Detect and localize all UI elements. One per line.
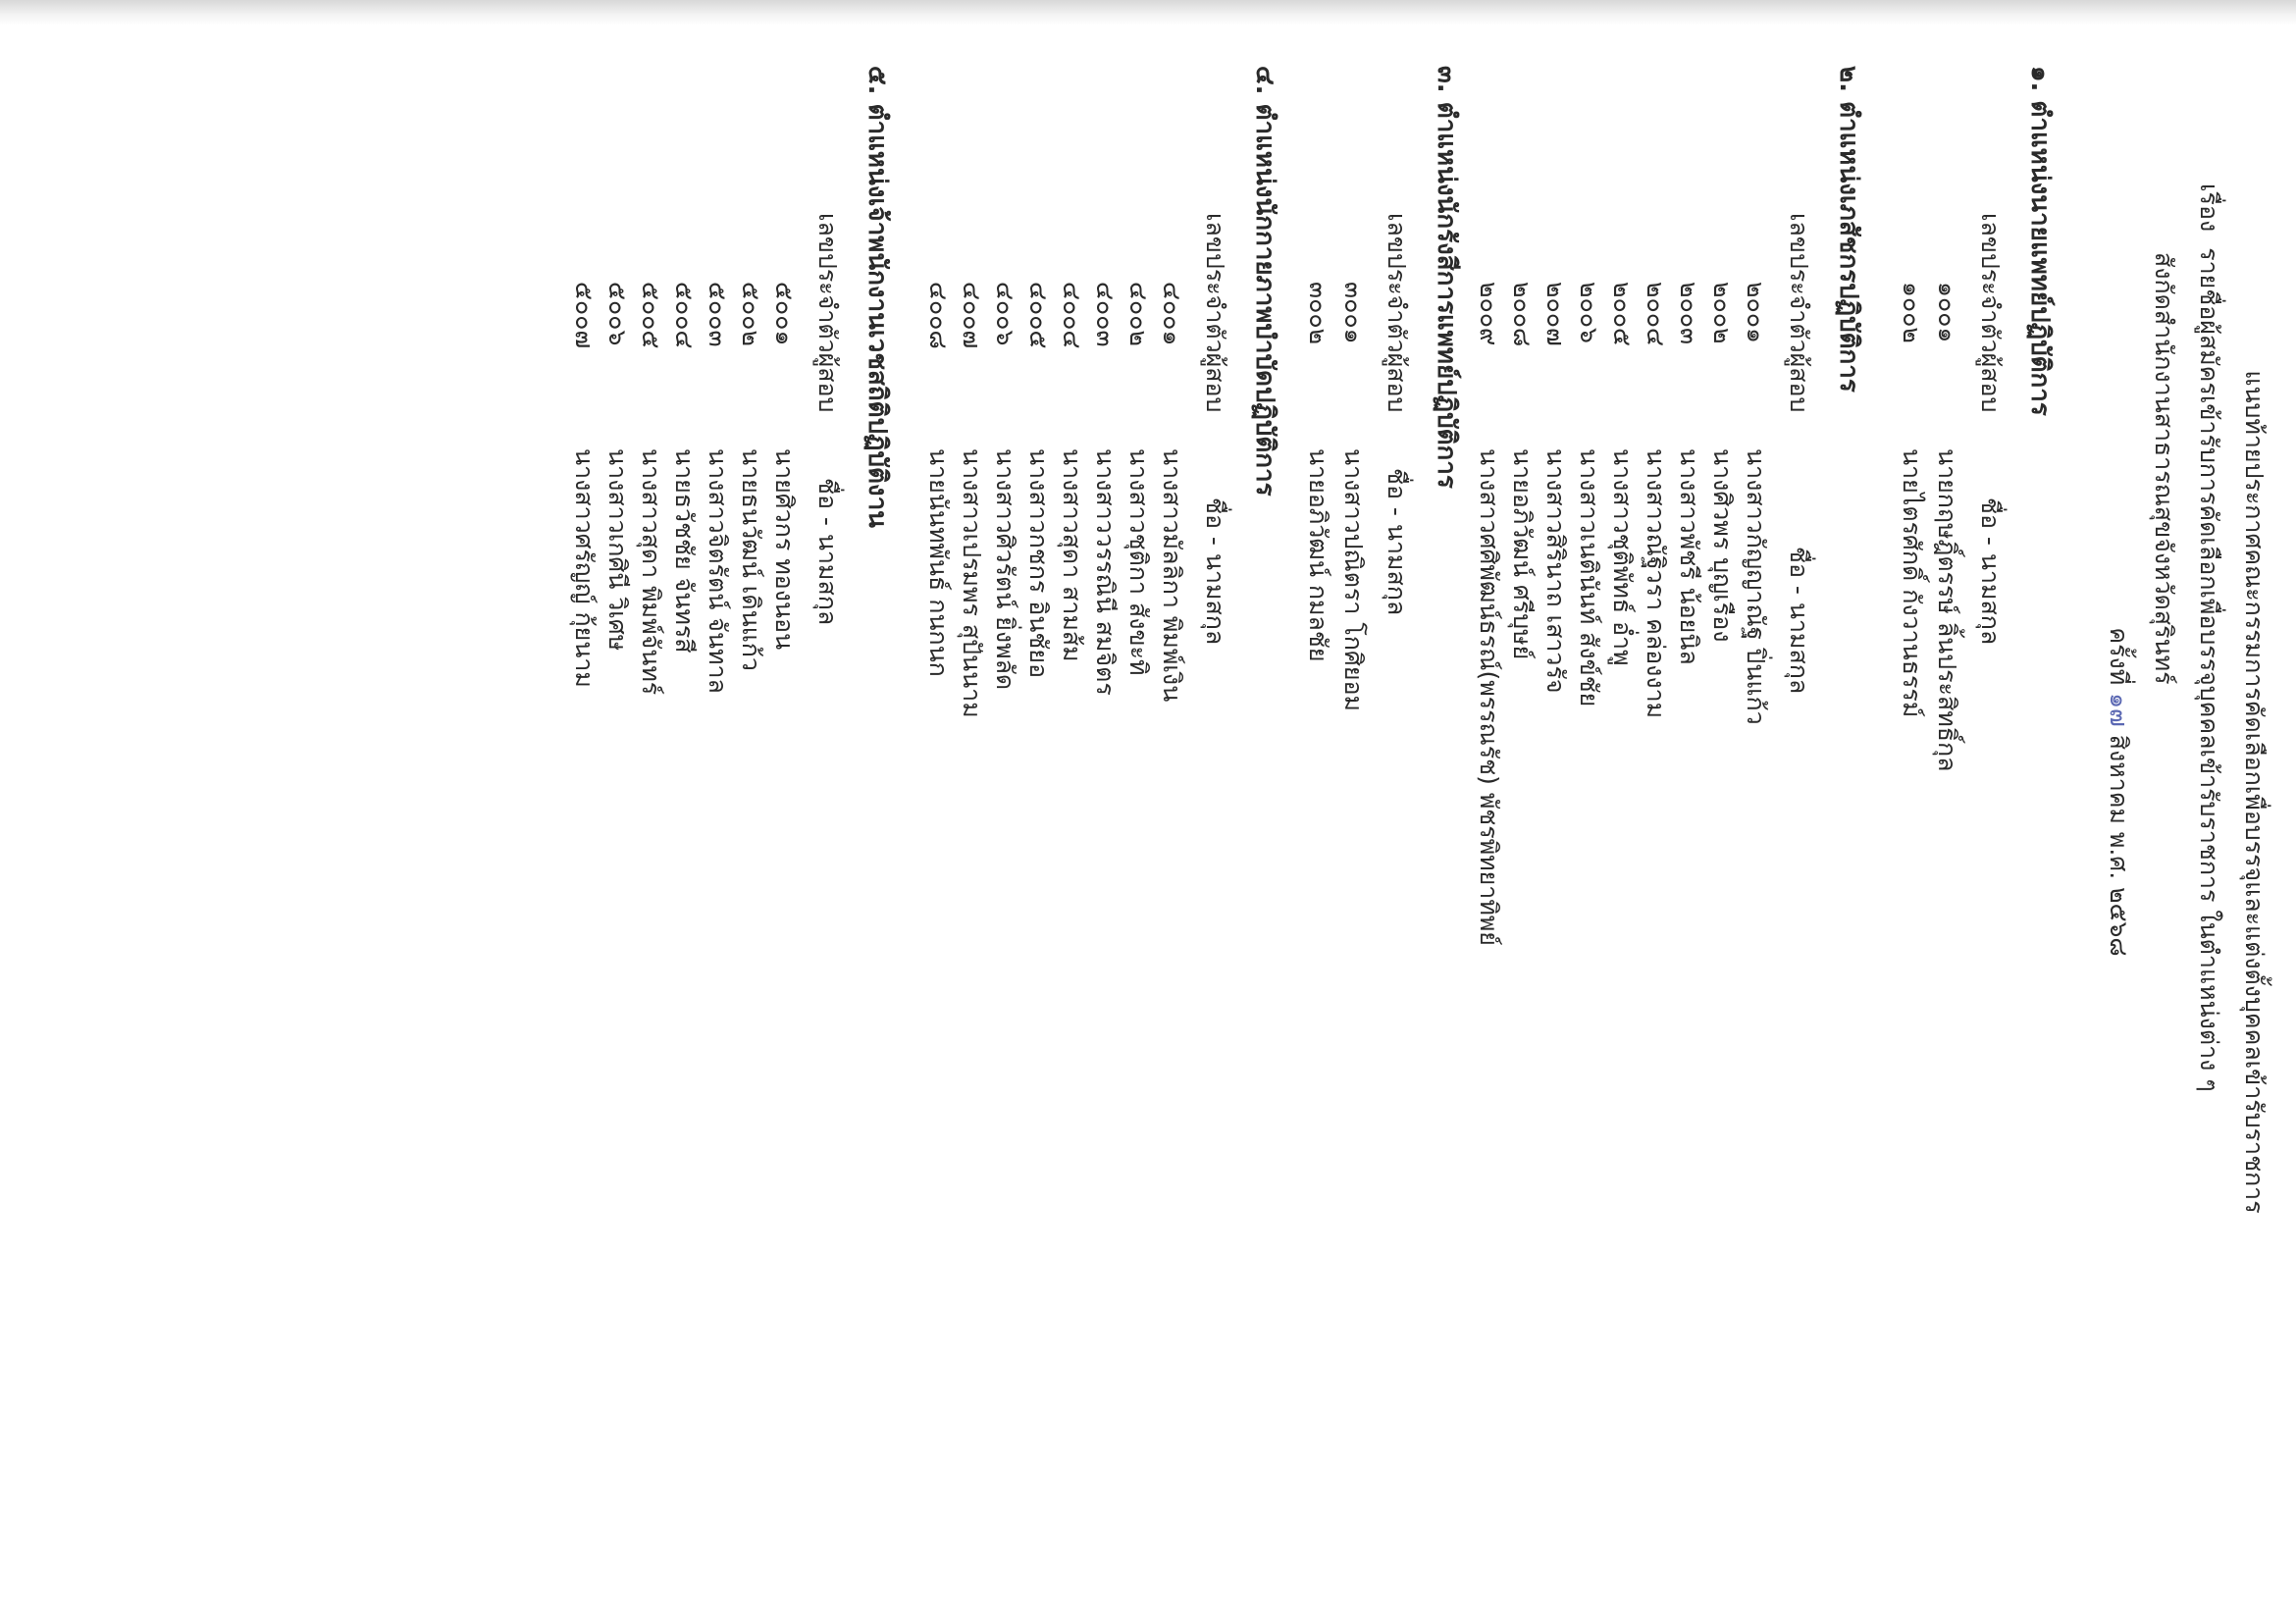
column-header-name: ชื่อ - นามสกุล — [813, 478, 842, 626]
candidate-name: นางสาวสุดา พิมพ์จันทร์ — [637, 448, 665, 696]
candidate-number: ๕๐๐๒ — [737, 282, 765, 346]
candidate-number: ๒๐๐๓ — [1675, 282, 1703, 345]
header-line-1: แนบท้ายประกาศคณะกรรมการคัดเลือกเพื่อบรรจุและแต่งตั้งบุคคลเข้ารับราชการ — [2240, 370, 2269, 1214]
candidate-number: ๑๐๐๑ — [1933, 282, 1961, 343]
column-header-name: ชื่อ - นามสกุล — [1785, 547, 1813, 695]
header-date: สิงหาคม พ.ศ. ๒๕๖๘ — [2105, 734, 2133, 957]
candidate-number: ๒๐๐๗ — [1541, 282, 1570, 346]
candidate-number: ๕๐๐๕ — [637, 282, 665, 349]
subject-label: เรื่อง — [2195, 183, 2223, 233]
column-header-number: เลขประจำตัวผู้สอบ — [1383, 213, 1411, 413]
candidate-name: นางสาวเปรมพร สุปันนาม — [958, 448, 986, 718]
candidate-number: ๔๐๐๗ — [958, 282, 986, 349]
header-line-2 — [2186, 36, 2231, 1547]
candidate-name: นายอภิวัฒน์ กมลชัย — [1304, 448, 1332, 662]
candidate-name: นายธวัชชัย จันทรสี — [670, 448, 699, 654]
candidate-number: ๔๐๐๑ — [1158, 282, 1186, 346]
candidate-number: ๒๐๐๖ — [1575, 282, 1603, 343]
section-title: ๔. ตำแหน่งนักกายภาพบำบัดปฏิบัติการ — [1250, 66, 1279, 497]
column-header-name: ชื่อ - นามสกุล — [1976, 497, 2005, 646]
candidate-number: ๒๐๐๘ — [1508, 282, 1537, 347]
candidate-name: นางสาวศศิพัฒน์ธรณ์(พรรณรัช) พัชรพิทยาทิพย์ — [1475, 448, 1503, 946]
candidate-name: นางสาวศรัญญ์ กุ้ยนาม — [570, 448, 599, 688]
candidate-name: นายนันทพันธ์ กนกนก — [924, 448, 953, 677]
candidate-name: นางสาวปณิตรา โกศิยอม — [1339, 448, 1368, 711]
candidate-name: นางสาวเกศินี วิเศษ — [603, 448, 632, 652]
candidate-name: นางสาวชุติพัทธ์ อ่ำพู — [1608, 448, 1637, 666]
candidate-name: นางสาวชุติกา สังขะทิ — [1124, 448, 1153, 676]
candidate-number: ๑๐๐๒ — [1898, 282, 1926, 343]
candidate-number: ๕๐๐๗ — [570, 282, 599, 349]
round-number: ๑๗ — [2105, 693, 2133, 727]
candidate-name: นางศิวพร บุญเรือง — [1708, 448, 1737, 643]
candidate-number: ๕๐๐๑ — [770, 282, 799, 346]
document-header — [2096, 36, 2276, 1547]
candidate-number: ๒๐๐๕ — [1608, 282, 1637, 346]
candidate-name: นายศิวกร ทองนอน — [770, 448, 799, 651]
candidate-number: ๒๐๐๒ — [1708, 282, 1737, 344]
candidate-number: ๔๐๐๘ — [924, 282, 953, 349]
candidate-number: ๓๐๐๒ — [1304, 282, 1332, 345]
section-title: ๒. ตำแหน่งเภสัชกรปฏิบัติการ — [1834, 66, 1863, 393]
candidate-number: ๔๐๐๕ — [1024, 282, 1053, 349]
candidate-name: นางสาวณัฐิวรา คล่องงาม — [1642, 448, 1670, 719]
candidate-number: ๕๐๐๔ — [670, 282, 699, 349]
column-header-number: เลขประจำตัวผู้สอบ — [1201, 213, 1229, 413]
candidate-name: นางสาวกัญญาณัฐ ปิ่นแก้ว — [1742, 448, 1770, 725]
candidate-name: นางสาวสุดา สามส้ม — [1058, 448, 1086, 662]
candidate-name: นายอภิวัฒน์ ศรีบุษย์ — [1508, 448, 1537, 660]
column-header-name: ชื่อ - นามสกุล — [1383, 468, 1411, 616]
candidate-number: ๒๐๐๔ — [1642, 282, 1670, 346]
scan-edge-shadow — [0, 0, 2296, 26]
column-header-number: เลขประจำตัวผู้สอบ — [1785, 213, 1813, 413]
candidate-name: นางสาวจิตรัตน์ จันทาล — [704, 448, 732, 694]
candidate-name: นายไตรศักดิ์ กังวานธรรม์ — [1898, 448, 1926, 718]
subject-text: รายชื่อผู้สมัครเข้ารับการคัดเลือกเพื่อบรรจุบุคคลเข้ารับราชการ ในตำแหน่งต่าง ๆ — [2195, 247, 2223, 1092]
candidate-number: ๔๐๐๖ — [991, 282, 1019, 346]
candidate-number: ๔๐๐๒ — [1124, 282, 1153, 346]
candidate-number: ๒๐๐๙ — [1475, 282, 1503, 346]
candidate-name: นางสาวมัลลิกา พิมพ์เงิน — [1158, 448, 1186, 703]
candidate-number: ๒๐๐๑ — [1742, 282, 1770, 343]
column-header-number: เลขประจำตัวผู้สอบ — [1976, 213, 2005, 413]
header-line-4 — [2096, 36, 2141, 1547]
candidate-name: นางสาวเนตินันท์ สังข์ชัย — [1575, 448, 1603, 707]
round-label: ครั้งที่ — [2105, 627, 2133, 686]
candidate-number: ๕๐๐๓ — [704, 282, 732, 347]
candidate-number: ๓๐๐๑ — [1339, 282, 1368, 344]
document-page — [20, 26, 2276, 1597]
header-line-3: สังกัดสำนักงานสาธารณสุขจังหวัดสุรินทร์ — [2150, 252, 2178, 685]
column-header-number: เลขประจำตัวผู้สอบ — [813, 213, 842, 413]
candidate-name: นางสาววรรณินี สมจิตร — [1091, 448, 1120, 696]
section-title: ๑. ตำแหน่งนายแพทย์ปฏิบัติการ — [2025, 66, 2055, 416]
section-title: ๓. ตำแหน่งนักรังสีการแพทย์ปฏิบัติการ — [1432, 66, 1461, 489]
candidate-name: นางสาวสิรินาถ เสาวรัจ — [1541, 448, 1570, 694]
section-title: ๕. ตำแหน่งเจ้าพนักงานเวชสถิติปฏิบัติงาน — [862, 66, 892, 528]
candidate-name: นางสาวศิวรัตน์ ยิ่งพลัด — [991, 448, 1019, 691]
candidate-number: ๕๐๐๖ — [603, 282, 632, 346]
candidate-name: นางสาวกชกร อินชัยอ — [1024, 448, 1053, 679]
candidate-name: นางสาวพัชรี น้อยนิล — [1675, 448, 1703, 665]
candidate-number: ๔๐๐๔ — [1058, 282, 1086, 349]
candidate-number: ๔๐๐๓ — [1091, 282, 1120, 347]
candidate-name: นายธนวัฒน์ เดินแก้ว — [737, 448, 765, 671]
column-header-name: ชื่อ - นามสกุล — [1201, 497, 1229, 646]
candidate-name: นายกฤษฎิ์ตรรษ์ ลิ้นประสิทธิ์กุล — [1933, 448, 1961, 772]
